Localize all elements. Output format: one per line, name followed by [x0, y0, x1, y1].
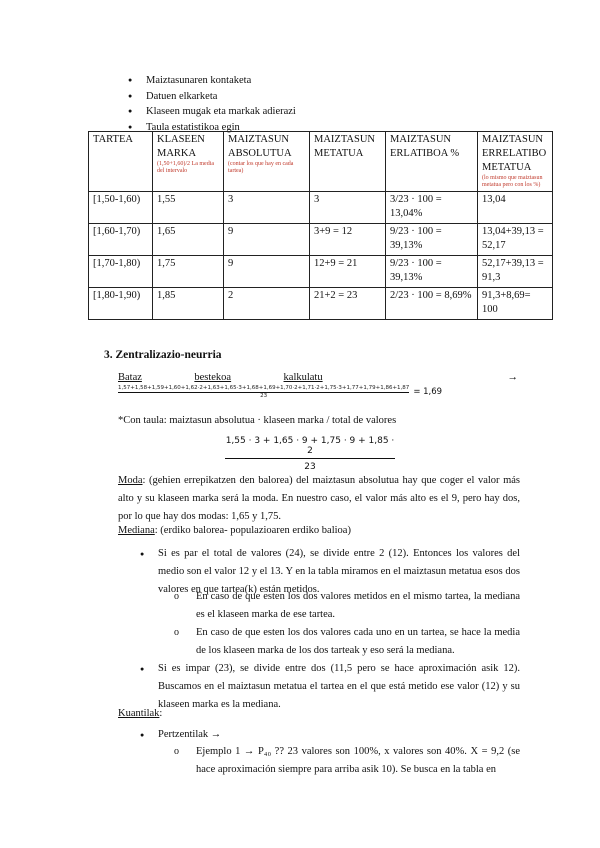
pertzentilak-bullet — [136, 726, 520, 744]
header-maiztasun-metatua: MAIZTASUN METATUA — [310, 132, 386, 192]
mediana-bullet-2 — [136, 660, 520, 714]
header-maiztasun-erlatiboa: MAIZTASUN ERLATIBOA % — [386, 132, 478, 192]
list-item: ● Si es impar (23), se divide entre dos (11,5 pero se hace aproximación asik 12). Buscamos en el maiztasun metatua el tartea en el que está metido ese valor (12) y su klaseen marka es la mediana. — [136, 660, 520, 714]
list-item: ● Maiztasunaren kontaketa — [128, 73, 296, 89]
bataz-word: Bataz — [118, 372, 142, 383]
list-item: ● Pertzentilak → — [136, 726, 520, 744]
table-cell: 1,55 — [153, 192, 224, 224]
header-note: (lo mismo que maiztasun metatua pero con los %) — [482, 175, 543, 188]
mediana-sub-list — [174, 588, 520, 660]
table-cell: 2 — [224, 288, 310, 320]
list-item: o En caso de que esten los dos valores metidos en el mismo tartea, la mediana es el klaseen marka de ese tartea. — [174, 588, 520, 624]
table-cell: 1,85 — [153, 288, 224, 320]
table-cell: 9 — [224, 256, 310, 288]
table-cell: 9 — [224, 224, 310, 256]
formula-numerator: 1,57+1,58+1,59+1,60+1,62·2+1,63+1,65·3+1,68+1,69+1,70·2+1,71·2+1,75·3+1,77+1,79+1,86+1,87 — [118, 385, 410, 391]
intro-list — [128, 73, 296, 135]
table-cell: [1,50-1,60) — [89, 192, 153, 224]
moda-label: Moda — [118, 475, 143, 486]
header-note: (1,50+1,60)/2 La media del intervalo — [157, 161, 215, 174]
list-item: ● Datuen elkarketa — [128, 89, 296, 105]
table-cell: 13,04 — [478, 192, 553, 224]
table-cell: 91,3+8,69= 100 — [478, 288, 553, 320]
table-cell: 21+2 = 23 — [310, 288, 386, 320]
table-cell: [1,70-1,80) — [89, 256, 153, 288]
table-cell: 1,75 — [153, 256, 224, 288]
table-row — [89, 288, 553, 320]
header-note: (contar los que hay en cada tartea) — [228, 161, 294, 174]
mean-formula-2 — [225, 436, 395, 472]
mediana-heading — [118, 522, 351, 540]
mediana-text: : (erdiko balorea- populazioaren erdiko balioa) — [154, 525, 351, 536]
list-item: o Ejemplo 1 → P₄₀ ?? 23 valores son 100%, x valores son 40%. X = 9,2 (se hace aproximación siempre para arriba asik 10). Se busca en la tabla en — [174, 743, 520, 779]
table-cell: 2/23 · 100 = 8,69% — [386, 288, 478, 320]
moda-paragraph — [118, 472, 520, 526]
table-header-row — [89, 132, 553, 192]
mediana-label: Mediana — [118, 525, 155, 536]
section-title: 3. Zentralizazio-neurria — [104, 349, 222, 361]
con-taula-text: *Con taula: maiztasun absolutua · klaseen marka / total de valores — [118, 415, 397, 426]
kuantilak-label: Kuantilak — [118, 708, 160, 719]
formula-denominator: 23 — [304, 462, 316, 472]
table-cell: 52,17+39,13 = 91,3 — [478, 256, 553, 288]
header-tartea: TARTEA — [89, 132, 153, 192]
kuantilak-colon: : — [159, 708, 163, 719]
formula-result: = 1,69 — [413, 387, 443, 397]
formula-numerator: 1,55 · 3 + 1,65 · 9 + 1,75 · 9 + 1,85 · 2 — [225, 436, 395, 459]
ejemplo-sub-list — [174, 743, 520, 779]
kalkulatu-word: kalkulatu — [283, 372, 323, 383]
kuantilak-heading — [118, 705, 162, 723]
table-cell: 3 — [224, 192, 310, 224]
list-item: ● Si es par el total de valores (24), se divide entre 2 (12). Entonces los valores del medio son el valor 12 y el 13. Y en la tabla miramos en el maiztasun metatua esos dos valores en que tartea(k) están metidos. — [136, 545, 520, 599]
frequency-table — [88, 131, 553, 320]
header-klaseen-marka: KLASEEN MARKA (1,50+1,60)/2 La media del intervalo — [153, 132, 224, 192]
moda-text: : (gehien errepikatzen den balorea) del maiztasun absolutua hay que coger el valor más alto y su klaseen marka será la moda. En nuestro caso, el valor más alto es el 9, pero hay dos, por lo que hay dos modas: 1,65 y 1,75. — [118, 475, 520, 522]
list-item: ● Taula estatistikoa egin — [128, 120, 296, 136]
table-cell: [1,60-1,70) — [89, 224, 153, 256]
list-item: ● Klaseen mugak eta markak adierazi — [128, 104, 296, 120]
table-cell: [1,80-1,90) — [89, 288, 153, 320]
arrow-icon: → — [507, 372, 518, 383]
table-cell: 3 — [310, 192, 386, 224]
table-cell: 9/23 · 100 = 39,13% — [386, 256, 478, 288]
table-cell: 3/23 · 100 = 13,04% — [386, 192, 478, 224]
table-cell: 13,04+39,13 = 52,17 — [478, 224, 553, 256]
formula-denominator: 23 — [260, 393, 268, 399]
table-cell: 9/23 · 100 = 39,13% — [386, 224, 478, 256]
table-cell: 3+9 = 12 — [310, 224, 386, 256]
header-maiztasun-absolutua: MAIZTASUN ABSOLUTUA (contar los que hay en cada tartea) — [224, 132, 310, 192]
table-row — [89, 256, 553, 288]
table-cell: 12+9 = 21 — [310, 256, 386, 288]
list-item: o En caso de que esten los dos valores cada uno en un tartea, se hace la media de los klaseen marka de los dos tarteak y eso será la mediana. — [174, 624, 520, 660]
table-row — [89, 224, 553, 256]
bestekoa-word: bestekoa — [194, 372, 232, 383]
table-cell: 1,65 — [153, 224, 224, 256]
mean-formula-1 — [118, 385, 498, 399]
table-row — [89, 192, 553, 224]
bataz-line — [118, 371, 518, 385]
header-maiztasun-erlatibo-metatua: MAIZTASUN ERRELATIBO METATUA (lo mismo que maiztasun metatua pero con los %) — [478, 132, 553, 192]
